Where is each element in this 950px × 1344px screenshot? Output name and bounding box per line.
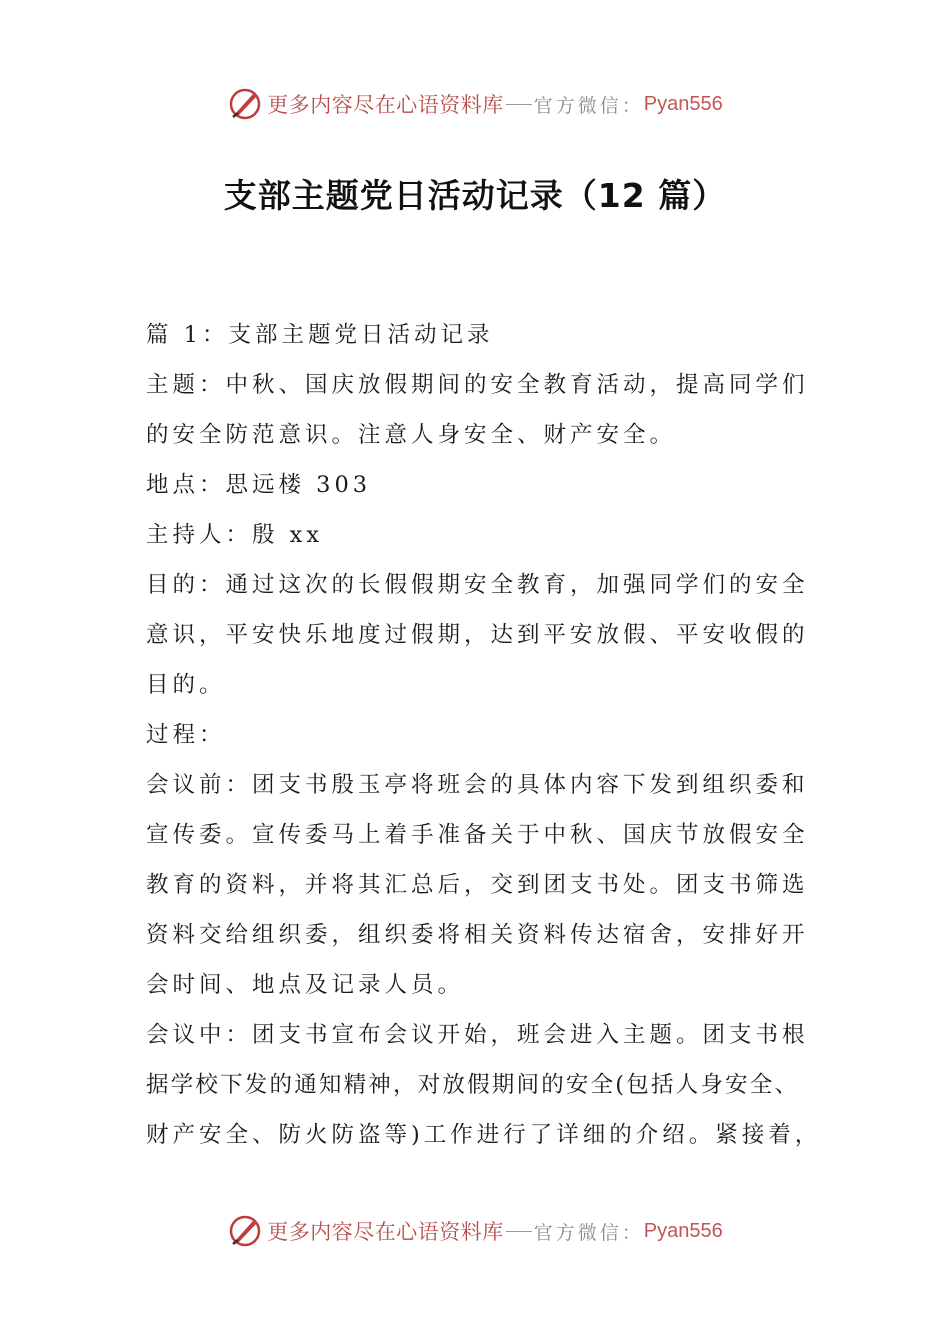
- body-line: 会议前：团支书殷玉亭将班会的具体内容下发到组织委和: [146, 772, 809, 798]
- host-line: 主持人：殷 xx: [146, 522, 324, 548]
- document-title: 支部主题党日活动记录（12 篇）: [223, 176, 727, 215]
- body-line: 主题：中秋、国庆放假期间的安全教育活动，提高同学们: [146, 372, 809, 398]
- official-wechat-label: 官方微信：: [533, 1221, 644, 1244]
- header-banner: [0, 84, 950, 124]
- footer-banner: [0, 1211, 950, 1251]
- body-line: 据学校下发的通知精神，对放假期间的安全(包括人身安全、: [146, 1072, 800, 1098]
- body-line: 宣传委。宣传委马上着手准备关于中秋、国庆节放假安全: [146, 822, 809, 848]
- body-line: 目的。: [146, 672, 226, 698]
- location-line: 地点：思远楼 303: [146, 472, 372, 498]
- body-line: 的安全防范意识。注意人身安全、财产安全。: [146, 422, 677, 448]
- body-line: 教育的资料，并将其汇总后，交到团支书处。团支书筛选: [146, 872, 809, 898]
- body-line: 意识，平安快乐地度过假期，达到平安放假、平安收假的: [146, 622, 809, 648]
- body-line: 会时间、地点及记录人员。: [146, 972, 465, 998]
- body-line: 会议中：团支书宣布会议开始，班会进入主题。团支书根: [146, 1022, 809, 1048]
- quill-logo-icon: [227, 86, 263, 122]
- official-wechat-label: 官方微信：: [533, 94, 644, 117]
- body-line: 财产安全、防火防盗等)工作进行了详细的介绍。紧接着，: [146, 1122, 822, 1148]
- body-line: 目的：通过这次的长假假期安全教育，加强同学们的安全: [146, 572, 809, 598]
- body-line: 资料交给组织委，组织委将相关资料传达宿舍，安排好开: [146, 922, 809, 948]
- wechat-id: Pyan556: [643, 1219, 723, 1242]
- quill-logo-icon: [227, 1213, 263, 1249]
- promo-text: 更多内容尽在心语资料库: [267, 93, 504, 117]
- document-body: [146, 310, 822, 1160]
- section-heading: 篇 1：支部主题党日活动记录: [146, 322, 494, 348]
- promo-text: 更多内容尽在心语资料库: [267, 1220, 504, 1244]
- banner-dash: [506, 1231, 532, 1232]
- banner-dash: [506, 104, 532, 105]
- wechat-id: Pyan556: [643, 92, 723, 115]
- process-label: 过程：: [146, 722, 226, 748]
